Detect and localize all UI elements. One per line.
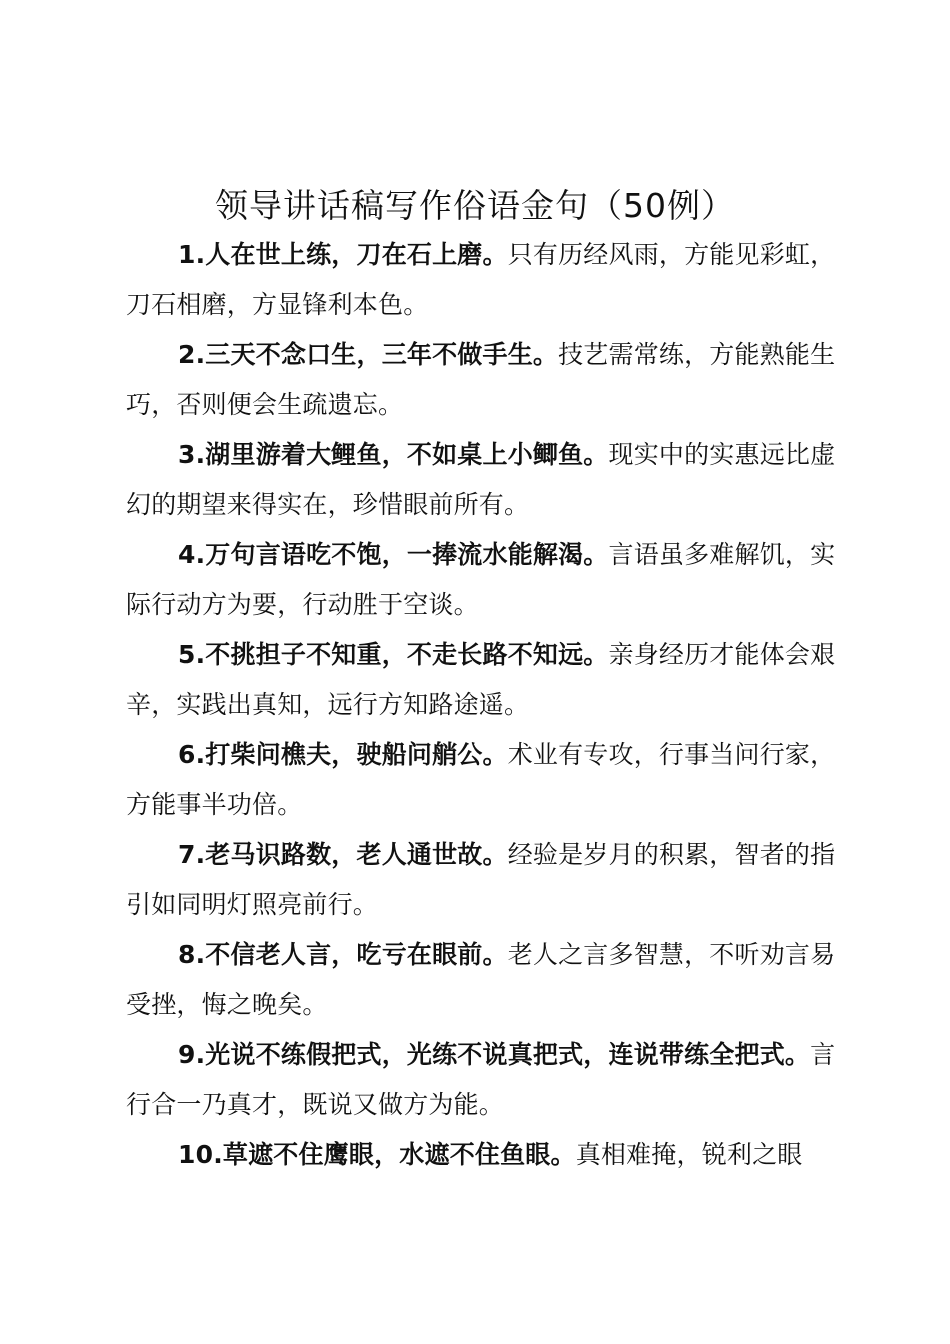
proverb-text: 1.人在世上练，刀在石上磨。 <box>178 240 508 269</box>
proverb-explanation: 言语虽多难解饥，实际行动方为要，行动胜于空谈。 <box>126 540 836 619</box>
proverb-text: 3.湖里游着大鲤鱼，不如桌上小鲫鱼。 <box>178 440 609 469</box>
proverb-explanation: 只有历经风雨，方能见彩虹，刀石相磨，方显锋利本色。 <box>126 240 836 319</box>
proverb-explanation: 真相难掩，锐利之眼 <box>575 1140 803 1169</box>
proverb-explanation: 技艺需常练，方能熟能生巧，否则便会生疏遗忘。 <box>126 340 836 419</box>
list-item <box>126 230 838 330</box>
proverb-text: 10.草遮不住鹰眼，水遮不住鱼眼。 <box>178 1140 576 1169</box>
proverb-text: 6.打柴问樵夫，驶船问艄公。 <box>178 740 508 769</box>
list-item <box>126 1130 838 1180</box>
list-item <box>126 930 838 1030</box>
list-item <box>126 630 838 730</box>
proverb-text: 7.老马识路数，老人通世故。 <box>178 840 508 869</box>
list-item <box>126 830 838 930</box>
list-item <box>126 430 838 530</box>
proverb-explanation: 经验是岁月的积累，智者的指引如同明灯照亮前行。 <box>126 840 836 919</box>
proverb-text: 2.三天不念口生，三年不做手生。 <box>178 340 559 369</box>
proverb-list <box>126 230 838 1180</box>
list-item <box>126 730 838 830</box>
document-title: 领导讲话稿写作俗语金句（50例） <box>215 186 735 225</box>
list-item <box>126 1030 838 1130</box>
proverb-text: 5.不挑担子不知重，不走长路不知远。 <box>178 640 609 669</box>
list-item <box>126 330 838 430</box>
proverb-explanation: 言行合一乃真才，既说又做方为能。 <box>126 1040 836 1119</box>
proverb-text: 9.光说不练假把式，光练不说真把式，连说带练全把式。 <box>178 1040 811 1069</box>
proverb-explanation: 老人之言多智慧，不听劝言易受挫，悔之晚矣。 <box>126 940 836 1019</box>
proverb-text: 4.万句言语吃不饱，一捧流水能解渴。 <box>178 540 609 569</box>
proverb-explanation: 术业有专攻，行事当问行家，方能事半功倍。 <box>126 740 836 819</box>
list-item <box>126 530 838 630</box>
proverb-explanation: 亲身经历才能体会艰辛，实践出真知，远行方知路途遥。 <box>126 640 836 719</box>
proverb-text: 8.不信老人言，吃亏在眼前。 <box>178 940 508 969</box>
proverb-explanation: 现实中的实惠远比虚幻的期望来得实在，珍惜眼前所有。 <box>126 440 836 519</box>
